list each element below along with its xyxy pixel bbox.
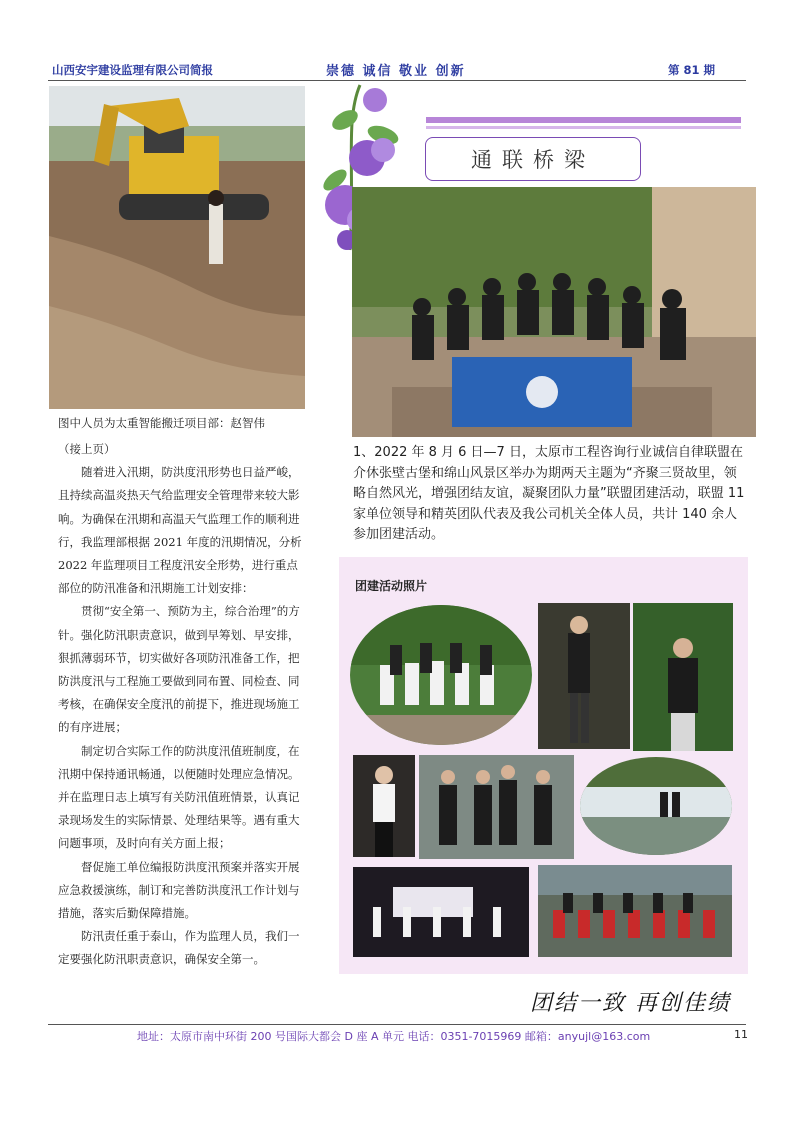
album-photo-man-trees <box>633 603 733 751</box>
photo-caption: 图中人员为太重智能搬迁项目部：赵智伟 <box>58 416 265 430</box>
page-number: 11 <box>734 1028 748 1041</box>
footer-contact: 地址：太原市南中环街 200 号国际大都会 D 座 A 单元 电话：0351-7015969 邮箱：anyujl@163.com <box>137 1030 651 1043</box>
slogan: 团结一致 再创佳绩 <box>530 991 731 1016</box>
album-photo-group-oval <box>350 605 532 745</box>
album-photo-red-group <box>538 865 732 957</box>
album-title: 团建活动照片 <box>355 579 428 593</box>
paragraph: 贯彻“安全第一、预防为主，综合治理”的方针。强化防汛职责意识，做到早筹划、早安排，狠抓薄弱环节，切实做好各项防汛准备工作，把防洪度汛与工程施工要做到同布置、同检查、同考核，在确保安全度汛的前提下，推进现场施工的有序进展； <box>58 604 300 735</box>
paragraph: 防汛责任重于泰山，作为监理人员，我们一定要强化防汛职责意识，确保安全第一。 <box>58 929 300 967</box>
continued-note: （接上页） <box>58 442 116 456</box>
group-photo-art <box>352 187 756 437</box>
section-title: 通联桥梁 <box>425 137 641 181</box>
article-body <box>58 438 308 972</box>
album-photo-night-dance <box>353 867 529 957</box>
company-name: 山西安宇建设监理有限公司简报 <box>52 63 213 77</box>
group-photo <box>352 187 756 437</box>
paragraph: 督促施工单位编报防洪度汛预案并落实开展应急救援演练，制订和完善防洪度汛工作计划与措施，落实后勤保障措施。 <box>58 859 300 921</box>
album-photo-waterfall-oval <box>580 757 732 855</box>
title-bar-top <box>426 117 741 123</box>
paragraph: 制定切合实际工作的防洪度汛值班制度，在汛期中保持通讯畅通，以便随时处理应急情况。并在监理日志上填写有关防汛值班情景，认真记录现场发生的实际情景、处理结果等。遇有重大问题事项，及时向有关方面上报； <box>58 743 300 851</box>
footer-divider <box>48 1024 746 1025</box>
album-photo-men-fountain <box>419 755 574 859</box>
title-bar-bottom <box>426 126 741 129</box>
company-motto: 崇德 诚信 敬业 创新 <box>326 64 466 79</box>
intro-paragraph: 1、2022 年 8 月 6 日—7 日，太原市工程咨询行业诚信自律联盟在介休张壁古堡和绵山风景区举办为期两天主题为“齐聚三贤故里，领略自然风光，增强团结友谊，凝聚团队力量”联盟团建活动，联盟 11 家单位领导和精英团队代表及我公司机关全体人员，共计 140 余人参加团建活动。 <box>353 445 745 542</box>
album-photo-speaker <box>538 603 630 749</box>
excavator-photo-art <box>49 86 305 409</box>
excavator-photo <box>49 86 305 409</box>
issue-number: 第 81 期 <box>668 63 716 77</box>
paragraph: 随着进入汛期，防洪度汛形势也日益严峻，且持续高温炎热天气给监理安全管理带来较大影响。为确保在汛期和高温天气监理工作的顺利进行，我监理部根据 2021 年度的汛期情况，分析 2022 年监理项目工程度汛安全形势，进行重点部位的防汛准备和汛期施工计划安排： <box>58 465 302 596</box>
album-photo-woman-dark <box>353 755 415 857</box>
